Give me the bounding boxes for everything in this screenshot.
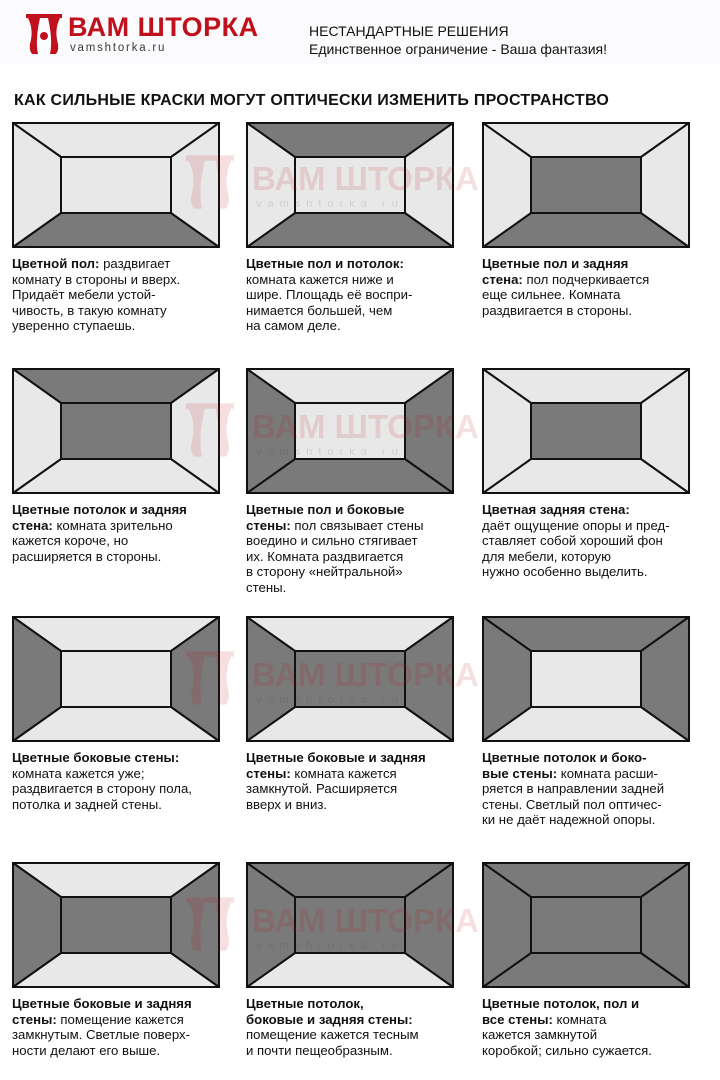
- caption-heading: Цветные боковые стены:: [12, 750, 180, 765]
- room-caption: [482, 750, 706, 828]
- caption-heading: Цветные потолок и боко- вые стены:: [482, 750, 647, 781]
- room-diagram: [246, 862, 454, 988]
- room-caption: [246, 256, 470, 334]
- room-card-floor-sides: [246, 368, 470, 596]
- room-card-sides-back-2: [12, 862, 236, 1058]
- caption-heading: Цветные боковые и задняя стены:: [12, 996, 192, 1027]
- caption-text: пол связывает стены воедино и сильно стягивает их. Комната раздвигается в сторону «нейтральной» стены.: [246, 517, 424, 595]
- back-wall-surface: [61, 403, 171, 459]
- room-caption: [482, 996, 706, 1058]
- tagline: [309, 22, 607, 58]
- room-caption: [12, 256, 236, 334]
- room-caption: [12, 750, 236, 812]
- caption-text: комната кажется ниже и шире. Площадь её воспри- нимается большей, чем на самом деле.: [246, 271, 413, 334]
- curtain-logo-icon: [24, 10, 64, 58]
- back-wall-surface: [531, 157, 641, 213]
- header: [0, 0, 720, 64]
- tagline-heading: НЕСТАНДАРТНЫЕ РЕШЕНИЯ: [309, 23, 509, 39]
- room-caption: [482, 256, 706, 318]
- back-wall-surface: [295, 157, 405, 213]
- caption-text: комната кажется уже; раздвигается в сторону пола, потолка и задней стены.: [12, 765, 192, 812]
- room-caption: [246, 502, 470, 596]
- back-wall-surface: [531, 403, 641, 459]
- room-card-sides: [12, 616, 236, 812]
- room-caption: [12, 996, 236, 1058]
- room-diagram: [482, 862, 690, 988]
- caption-text: раздвигает комнату в стороны и вверх. Придаёт мебели устой- чивость, в такую комнату уверенно ступаешь.: [12, 256, 181, 334]
- room-card-floor-ceiling: [246, 122, 470, 334]
- caption-heading: Цветные потолок, боковые и задняя стены:: [246, 996, 413, 1027]
- room-diagram: [12, 616, 220, 742]
- room-caption: [482, 502, 706, 580]
- caption-heading: Цветные потолок и задняя стена:: [12, 502, 187, 533]
- room-card-floor-back: [482, 122, 706, 318]
- room-diagram: [12, 862, 220, 988]
- caption-text: пол подчеркивается еще сильнее. Комната раздвигается в стороны.: [482, 271, 650, 318]
- back-wall-surface: [295, 651, 405, 707]
- caption-heading: Цветные потолок, пол и все стены:: [482, 996, 640, 1027]
- tagline-slogan: Единственное ограничение - Ваша фантазия!: [309, 41, 607, 57]
- room-caption: [246, 996, 470, 1058]
- room-card-ceiling-sides: [482, 616, 706, 828]
- room-diagram: [482, 368, 690, 494]
- room-diagram: [12, 122, 220, 248]
- caption-heading: Цветные пол и задняя стена:: [482, 256, 629, 287]
- caption-text: даёт ощущение опоры и пред- ставляет собой хороший фон для мебели, которую нужно особенно выделить.: [482, 517, 670, 580]
- caption-text: комната зрительно кажется короче, но расширяется в стороны.: [12, 517, 173, 564]
- room-diagram: [482, 616, 690, 742]
- back-wall-surface: [295, 897, 405, 953]
- caption-heading: Цветной пол:: [12, 256, 100, 271]
- room-card-floor: [12, 122, 236, 334]
- back-wall-surface: [61, 897, 171, 953]
- room-card-ceiling-back: [12, 368, 236, 564]
- room-card-all: [482, 862, 706, 1058]
- back-wall-surface: [531, 651, 641, 707]
- logo-name: ВАМ ШТОРКА: [68, 12, 259, 42]
- room-diagram: [246, 616, 454, 742]
- room-diagram: [482, 122, 690, 248]
- logo[interactable]: [24, 10, 264, 60]
- caption-text: помещение кажется тесным и почти пещеобразным.: [246, 1027, 419, 1058]
- room-card-ceiling-sides-back: [246, 862, 470, 1058]
- room-diagram: [12, 368, 220, 494]
- page-title: КАК СИЛЬНЫЕ КРАСКИ МОГУТ ОПТИЧЕСКИ ИЗМЕНИТЬ ПРОСТРАНСТВО: [14, 92, 610, 109]
- back-wall-surface: [295, 403, 405, 459]
- room-card-sides-back: [246, 616, 470, 812]
- caption-heading: Цветные боковые и задняя стены:: [246, 750, 426, 781]
- room-caption: [246, 750, 470, 812]
- back-wall-surface: [61, 651, 171, 707]
- caption-heading: Цветные пол и потолок:: [246, 256, 404, 271]
- caption-heading: Цветные пол и боковые стены:: [246, 502, 405, 533]
- caption-text: комната кажется замкнутой. Расширяется вверх и вниз.: [246, 765, 398, 812]
- room-diagram: [246, 368, 454, 494]
- back-wall-surface: [531, 897, 641, 953]
- room-diagram: [246, 122, 454, 248]
- logo-site: vamshtorka.ru: [70, 42, 167, 54]
- back-wall-surface: [61, 157, 171, 213]
- caption-heading: Цветная задняя стена:: [482, 502, 630, 517]
- caption-text: помещение кажется замкнутым. Светлые поверх- ности делают его выше.: [12, 1011, 191, 1058]
- caption-text: комната расши- ряется в направлении задней стены. Светлый пол оптичес- ки не даёт надежной опоры.: [482, 765, 665, 828]
- caption-text: комната кажется замкнутой коробкой; сильно сужается.: [482, 1011, 652, 1058]
- room-card-back: [482, 368, 706, 580]
- room-caption: [12, 502, 236, 564]
